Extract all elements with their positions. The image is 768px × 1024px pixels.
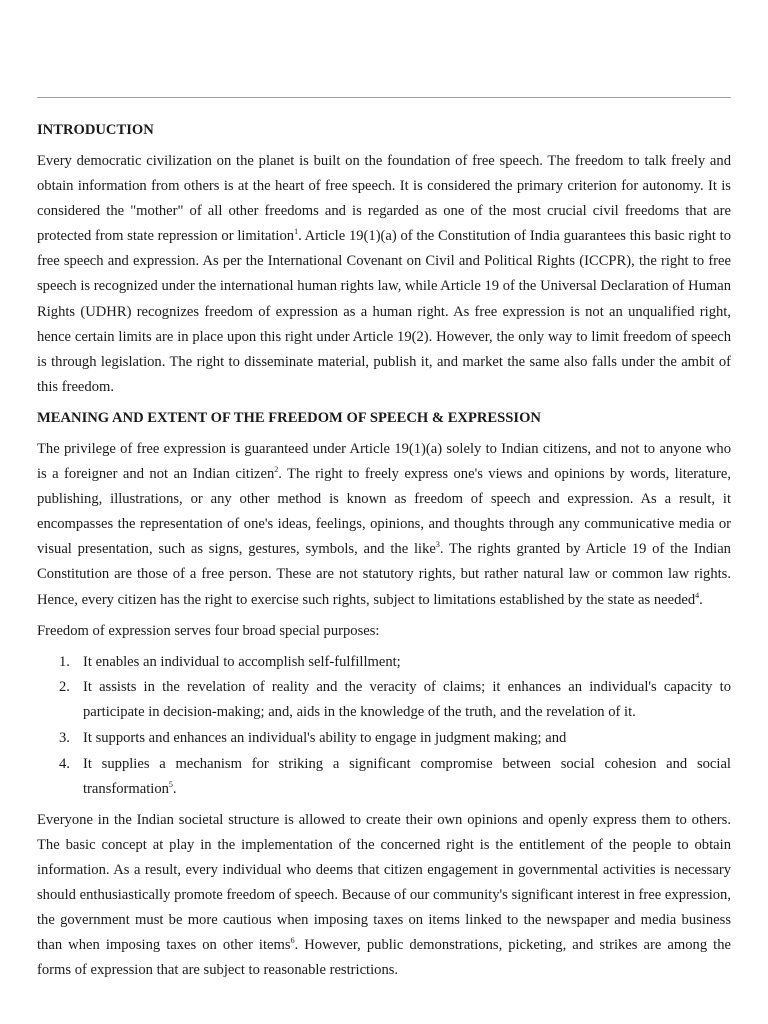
list-item <box>37 650 731 675</box>
footnote-ref-6[interactable]: 6 <box>290 936 295 946</box>
list-item <box>37 675 731 725</box>
list-number: 1. <box>59 653 70 670</box>
text-run: Every democratic civilization on the planet is built on the foundation of free speech. The freedom to talk freely and obtain information from others is at the heart of free speech. It is considered the primary criterion for autonomy. It is considered the "mother" of all other freedoms and is regarded as one of the most crucial civil freedoms that are protected from state repression or limitation <box>37 153 731 245</box>
text-run: Freedom of expression serves four broad special purposes: <box>37 622 380 639</box>
section-heading-introduction: INTRODUCTION <box>37 122 154 138</box>
introduction-paragraph <box>37 149 731 400</box>
list-number: 4. <box>59 755 70 772</box>
footnote-ref-1[interactable]: 1 <box>294 227 299 237</box>
list-item <box>37 752 731 802</box>
document-body <box>37 118 731 989</box>
text-run: . <box>172 780 177 797</box>
section-heading-meaning-extent: MEANING AND EXTENT OF THE FREEDOM OF SPEECH & EXPRESSION <box>37 409 541 426</box>
text-run: It assists in the revelation of reality and the veracity of claims; it enhances an individual's capacity to participate in decision-making; and, aids in the knowledge of the truth, and the revelation of it. <box>83 679 731 721</box>
text-run: . Article 19(1)(a) of the Constitution of India guarantees this basic right to free speech and expression. As per the International Covenant on Civil and Political Rights (ICCPR), the right to free speech is recognized under the international human rights law, while Article 19 of the Universal Declaration of Human Rights (UDHR) recognizes freedom of expression as a human right. As free expression is not an unqualified right, hence certain limits are in place upon this right under Article 19(2). However, the only way to limit freedom of speech is through legislation. The right to disseminate material, publish it, and market the same also falls under the ambit of this freedom. <box>37 228 731 395</box>
text-run: It enables an individual to accomplish self-fulfillment; <box>83 653 401 670</box>
footnote-ref-4[interactable]: 4 <box>695 590 700 600</box>
text-run: . The right to freely express one's views and opinions by words, literature, publishing, illustrations, or any other method is known as freedom of speech and expression. As a result, it encompasses the representation of one's ideas, feelings, opinions, and thoughts through any communicative media or visual presentation, such as signs, gestures, symbols, and the like <box>37 466 731 558</box>
purposes-list <box>37 650 731 802</box>
text-run: It supports and enhances an individual's ability to engage in judgment making; and <box>83 729 567 746</box>
text-run: . The rights granted by Article 19 of the Indian Constitution are those of a free person. These are not statutory rights, but rather natural law or common law rights. Hence, every citizen has the right to exercise such rights, subject to limitations established by the state as needed <box>37 541 731 608</box>
list-number: 3. <box>59 729 70 746</box>
list-number: 2. <box>59 679 70 696</box>
text-run: . <box>699 591 703 608</box>
meaning-paragraph <box>37 437 731 613</box>
header-rule <box>37 97 731 98</box>
footnote-ref-2[interactable]: 2 <box>274 465 279 475</box>
purposes-intro-paragraph <box>37 619 731 644</box>
footnote-ref-5[interactable]: 5 <box>168 779 173 789</box>
text-run: . However, public demonstrations, picketing, and strikes are among the forms of expression that are subject to reasonable restrictions. <box>37 937 732 979</box>
text-run: Everyone in the Indian societal structure is allowed to create their own opinions and openly express them to others. The basic concept at play in the implementation of the concerned right is the entitlement of the people to obtain information. As a result, every individual who deems that citizen engagement in governmental activities is necessary should enthusiastically promote freedom of speech. Because of our community's significant interest in free expression, the government must be more cautious when imposing taxes on items linked to the newspaper and media business than when imposing taxes on other items <box>37 811 731 954</box>
list-item <box>37 726 731 751</box>
societal-paragraph <box>37 808 731 984</box>
text-run: The privilege of free expression is guaranteed under Article 19(1)(a) solely to Indian citizens, and not to anyone who is a foreigner and not an Indian citizen <box>37 440 731 483</box>
text-run: It supplies a mechanism for striking a significant compromise between social cohesion and social transformation <box>83 755 731 797</box>
footnote-ref-3[interactable]: 3 <box>435 540 440 550</box>
